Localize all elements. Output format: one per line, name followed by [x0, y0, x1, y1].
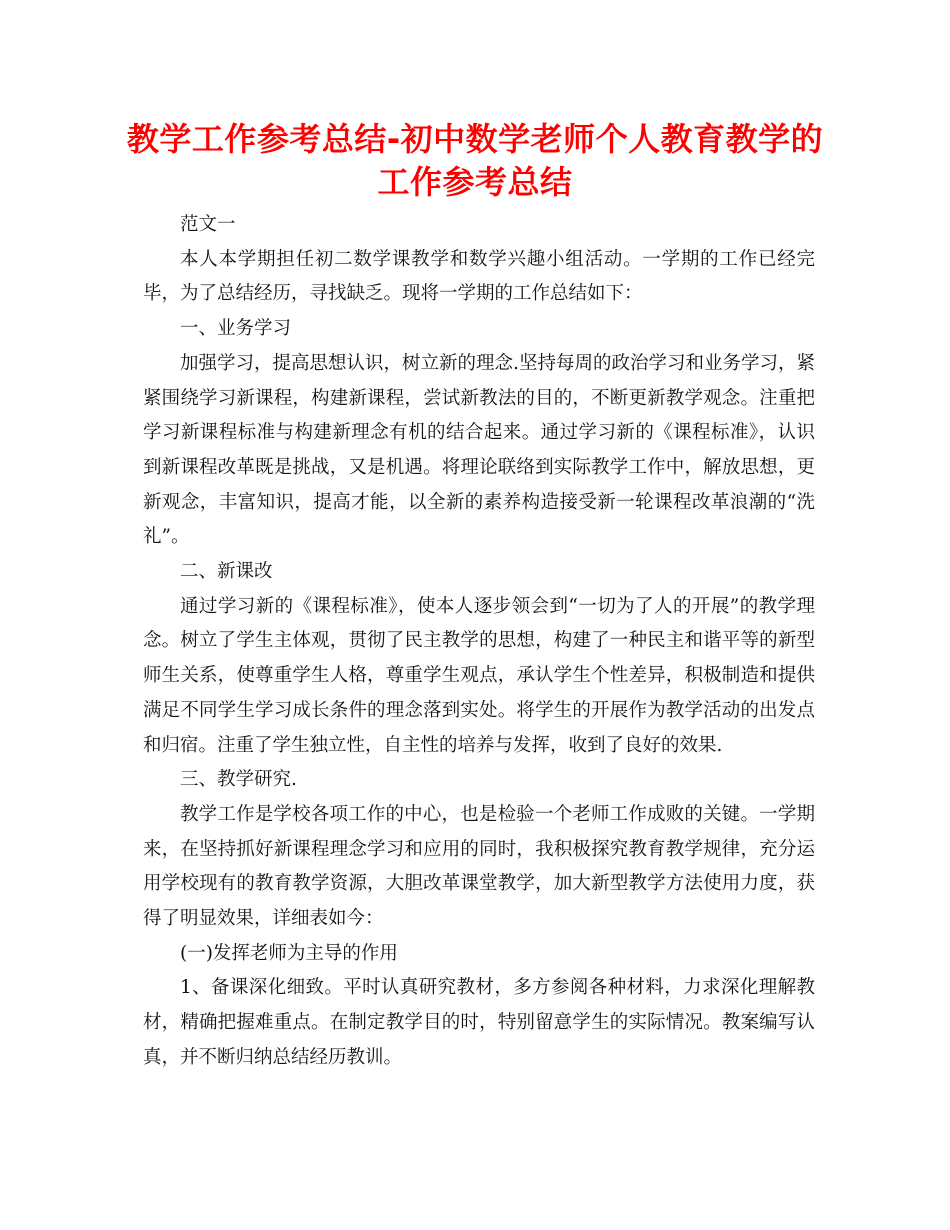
section-heading-3: 三、教学研究. — [180, 769, 297, 791]
document-body — [143, 208, 815, 1076]
section-heading-2: 二、新课改 — [180, 561, 273, 583]
paragraph-lesson-prep: 1、备课深化细致。平时认真研究教材，多方参阅各种材料，力求深化理解教材，精确把握难重点。在制定教学目的时，特别留意学生的实际情况。教案编写认真，并不断归纳总结经历教训。 — [143, 977, 815, 1068]
subsection-heading-1: (一)发挥老师为主导的作用 — [180, 942, 398, 964]
paragraph-business-study: 加强学习，提高思想认识，树立新的理念.坚持每周的政治学习和业务学习，紧紧围绕学习新课程，构建新课程，尝试新教法的目的，不断更新教学观念。注重把学习新课程标准与构建新理念有机的结合起来。通过学习新的《课程标准》，认识到新课程改革既是挑战，又是机遇。将理论联络到实际教学工作中，解放思想，更新观念，丰富知识，提高才能，以全新的素养构造接受新一轮课程改革浪潮的“洗礼”。 — [143, 352, 815, 548]
document-title: 教学工作参考总结-初中数学老师个人教育教学的工作参考总结 — [126, 120, 824, 201]
paragraph-teaching-research: 教学工作是学校各项工作的中心，也是检验一个老师工作成败的关键。一学期来，在坚持抓好新课程理念学习和应用的同时，我积极探究教育教学规律，充分运用学校现有的教育教学资源，大胆改革课堂教学，加大新型教学方法使用力度，获得了明显效果，详细表如今： — [143, 803, 815, 930]
section-heading-1: 一、业务学习 — [180, 318, 292, 340]
paragraph-intro: 本人本学期担任初二数学课教学和数学兴趣小组活动。一学期的工作已经完毕，为了总结经历，寻找缺乏。现将一学期的工作总结如下： — [143, 248, 815, 305]
paragraph-new-curriculum: 通过学习新的《课程标准》，使本人逐步领会到“一切为了人的开展”的教学理念。树立了学生主体观，贯彻了民主教学的思想，构建了一种民主和谐平等的新型师生关系，使尊重学生人格，尊重学生观点，承认学生个性差异，积极制造和提供满足不同学生学习成长条件的理念落到实处。将学生的开展作为教学活动的出发点和归宿。注重了学生独立性，自主性的培养与发挥，收到了良好的效果. — [143, 595, 815, 756]
paragraph-sample-label: 范文一 — [180, 214, 236, 235]
